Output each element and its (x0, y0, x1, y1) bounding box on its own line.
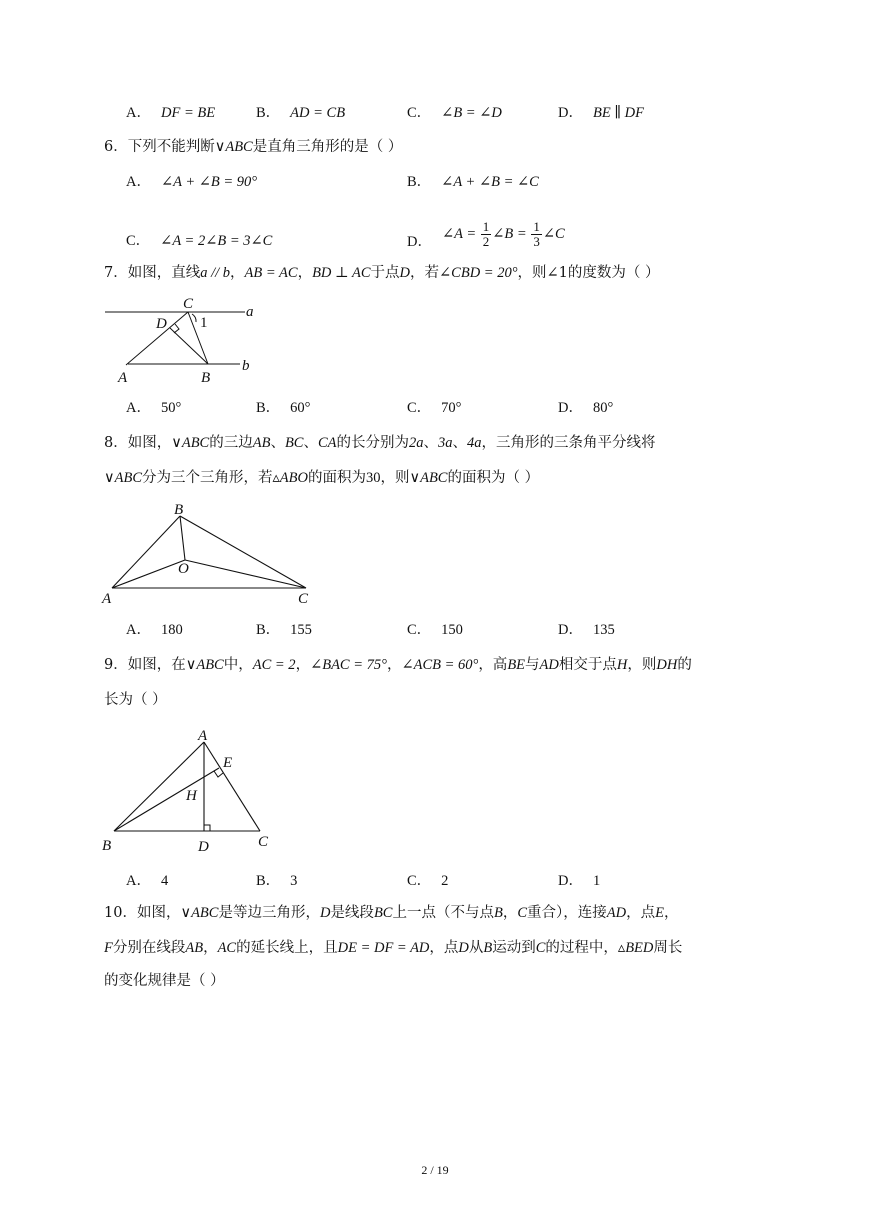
label-c: C (298, 591, 309, 607)
q8-stem-line2 (104, 468, 539, 488)
option-text: ∠B = ∠D (441, 105, 502, 121)
option-label: D． (558, 105, 583, 121)
option-label: A． (126, 622, 151, 638)
stem-text: 、 (423, 435, 439, 451)
denominator: 2 (482, 234, 490, 250)
option-text: 180 (160, 622, 183, 638)
angle-1-arc (192, 314, 196, 322)
numerator: 1 (533, 219, 540, 235)
q6-option-b (407, 172, 539, 192)
triangle-symbol: ∨ABC (409, 470, 448, 486)
math: BD ⊥ AC (312, 265, 371, 281)
segment-bc (180, 516, 306, 588)
option-text: 135 (592, 622, 615, 638)
option-text: 4 (160, 873, 169, 889)
option-text: 155 (290, 622, 312, 638)
q9-stem-line1 (104, 655, 692, 675)
stem-text: ，若 (410, 265, 440, 281)
stem-text: ，三角形的三条角平分线将 (481, 435, 656, 451)
label-d: D (156, 316, 167, 332)
stem-text: 长为（ ） (104, 692, 167, 708)
stem-text: 、 (270, 435, 285, 451)
stem-text: 于点 (370, 265, 400, 281)
segment-ab (114, 742, 204, 831)
right-angle-mark-d (204, 825, 210, 831)
fraction-one-half (481, 220, 492, 249)
stem-text: 9．如图，在 (104, 657, 186, 673)
q9-figure (98, 720, 288, 860)
math: AC (217, 940, 237, 956)
triangle-symbol: ∨ABC (171, 435, 210, 451)
option-label: C． (407, 622, 432, 638)
q9-stem-line2 (104, 690, 167, 710)
stem-text: 的长分别为 (336, 435, 410, 451)
stem-text: ， (203, 940, 218, 956)
option-text: BE ∥ DF (592, 105, 644, 121)
stem-text: ， (386, 657, 402, 673)
q8-option-c (407, 620, 463, 640)
segment-ao (112, 560, 185, 588)
stem-text: 上一点（不与点 (392, 905, 494, 921)
math: AB (252, 435, 271, 451)
math: ▵ABO (272, 470, 308, 486)
stem-text: ， (663, 905, 679, 921)
q6-option-c (126, 231, 272, 251)
formula-part: ∠B = (492, 226, 531, 242)
stem-text: ， (230, 265, 245, 281)
q9-option-a (126, 871, 168, 891)
stem-text: 的面积为（ ） (447, 470, 540, 486)
math: CA (317, 435, 337, 451)
option-text: ∠A = 2∠B = 3∠C (160, 233, 273, 249)
option-text (432, 219, 565, 250)
math: 3a (438, 435, 453, 451)
label-b: B (201, 370, 211, 386)
q9-option-d (558, 871, 600, 891)
option-text: DF = BE (160, 105, 216, 121)
math: ▵BED (617, 940, 654, 956)
math: ∠CBD = 20° (439, 265, 518, 281)
stem-text: 分别在线段 (112, 940, 186, 956)
math: AD (606, 905, 627, 921)
math: AD (539, 657, 559, 673)
stem-text: 的延长线上，且 (236, 940, 338, 956)
q7-figure (100, 294, 270, 389)
math: AC = 2 (252, 657, 296, 673)
stem-text: 与 (525, 657, 540, 673)
option-text: AD = CB (290, 105, 346, 121)
formula-part: ∠C (542, 226, 565, 242)
option-label: B． (256, 105, 281, 121)
q8-option-b (256, 620, 312, 640)
option-label: D． (558, 400, 583, 416)
option-label: C． (407, 873, 432, 889)
stem-text: 8．如图， (104, 435, 172, 451)
stem-text: 是直角三角形的是（ ） (252, 139, 403, 155)
option-label: C． (407, 105, 432, 121)
q7-stem (104, 263, 660, 283)
stem-text: 的面积为 (307, 470, 366, 486)
math: F (104, 940, 113, 956)
label-c: C (183, 296, 194, 312)
q7-option-c (407, 398, 461, 418)
stem-text: 中， (223, 657, 253, 673)
math: BC (373, 905, 393, 921)
math: BE (507, 657, 526, 673)
q9-option-b (256, 871, 297, 891)
label-b: B (102, 838, 112, 854)
q10-stem-line2 (104, 938, 682, 958)
label-a: A (102, 591, 112, 607)
label-o: O (178, 561, 189, 577)
label-a: A (198, 728, 208, 744)
right-angle-mark (174, 324, 179, 333)
option-label: C． (126, 233, 151, 249)
segment-ab (112, 516, 180, 588)
stem-text: 从 (468, 940, 484, 956)
math: D (319, 905, 331, 921)
q5-option-d (558, 103, 644, 123)
math: ∠ACB = 60° (401, 657, 479, 673)
math: H (616, 657, 628, 673)
math: 4a (467, 435, 482, 451)
q6-option-a (126, 172, 257, 192)
math: D (399, 265, 411, 281)
stem-text: 的 (677, 657, 692, 673)
math: B (483, 940, 493, 956)
segment-bo (180, 516, 185, 560)
label-h: H (186, 788, 197, 804)
stem-text: 重合），连接 (527, 905, 607, 921)
option-label: B． (256, 622, 281, 638)
triangle-symbol: ∨ABC (214, 139, 253, 155)
math: C (535, 940, 546, 956)
math: E (655, 905, 664, 921)
q5-option-c (407, 103, 502, 123)
stem-text: 相交于点 (558, 657, 617, 673)
stem-text: ，点 (626, 905, 656, 921)
option-label: B． (256, 873, 281, 889)
stem-text: ，高 (478, 657, 508, 673)
q8-stem-line1 (104, 433, 656, 453)
stem-text: ， (295, 657, 311, 673)
label-a-line: a (246, 304, 254, 320)
page-number: 2 / 19 (421, 1163, 449, 1177)
stem-text: ，则 (627, 657, 657, 673)
q6-stem (104, 137, 402, 157)
stem-text: 的过程中， (545, 940, 618, 956)
stem-text: 7．如图，直线 (104, 265, 201, 281)
stem-text: ， (297, 265, 313, 281)
right-angle-mark-e (214, 771, 223, 777)
q6-option-d (407, 214, 565, 262)
altitude-be (114, 768, 219, 831)
option-text: 150 (441, 622, 463, 638)
numerator: 1 (482, 219, 490, 235)
option-label: D． (558, 622, 583, 638)
math: 30 (365, 470, 381, 486)
option-label: B． (256, 400, 281, 416)
stem-text: ，点 (429, 940, 459, 956)
math: ∠BAC = 75° (310, 657, 387, 673)
q7-option-a (126, 398, 181, 418)
stem-text: 分为三个三角形，若 (142, 470, 273, 486)
stem-text: 10．如图， (104, 905, 181, 921)
option-text: 2 (441, 873, 449, 889)
label-1: 1 (200, 315, 208, 331)
triangle-symbol: ∨ABC (185, 657, 224, 673)
math: BC (284, 435, 304, 451)
q10-stem-line1 (104, 903, 678, 923)
math: C (517, 905, 527, 921)
fraction-one-third (531, 220, 542, 249)
stem-text: 运动到 (492, 940, 536, 956)
label-b-line: b (242, 358, 250, 374)
option-label: A． (126, 400, 151, 416)
option-text: 60° (290, 400, 311, 416)
stem-text: 是线段 (330, 905, 374, 921)
stem-text: ， (502, 905, 518, 921)
stem-text: 是等边三角形， (218, 905, 320, 921)
math: a // b (200, 265, 231, 281)
option-text: 50° (160, 400, 182, 416)
stem-text: 的三边 (209, 435, 253, 451)
stem-text: 、 (303, 435, 318, 451)
option-text: 80° (592, 400, 614, 416)
triangle-symbol: ∨ABC (180, 905, 219, 921)
q5-option-a (126, 103, 215, 123)
q7-option-b (256, 398, 310, 418)
label-d: D (198, 839, 209, 855)
segment-bd (170, 328, 208, 364)
q5-option-b (256, 103, 345, 123)
denominator: 3 (533, 234, 540, 250)
math: D (458, 940, 469, 956)
option-text: 3 (290, 873, 298, 889)
q8-option-d (558, 620, 615, 640)
option-label: C． (407, 400, 432, 416)
math: AB (185, 940, 204, 956)
stem-text: ，则 (380, 470, 410, 486)
segment-co (185, 560, 306, 588)
option-text: ∠A + ∠B = 90° (160, 174, 258, 190)
label-a: A (118, 370, 128, 386)
q9-option-c (407, 871, 448, 891)
option-label: A． (126, 105, 151, 121)
option-label: A． (126, 174, 151, 190)
option-label: D． (558, 873, 583, 889)
stem-text: 、 (452, 435, 468, 451)
stem-text: ，则∠1的度数为（ ） (517, 265, 660, 281)
option-text: 1 (592, 873, 601, 889)
stem-text: 周长 (653, 940, 683, 956)
option-text: 70° (441, 400, 462, 416)
stem-text: 的变化规律是（ ） (104, 973, 225, 989)
q7-option-d (558, 398, 613, 418)
q8-option-a (126, 620, 183, 640)
label-c: C (258, 834, 269, 850)
option-label: A． (126, 873, 151, 889)
q10-stem-line3 (104, 971, 225, 991)
math: DH (656, 657, 678, 673)
math: B (493, 905, 503, 921)
option-text: ∠A + ∠B = ∠C (441, 174, 539, 190)
formula-part: ∠A = (441, 226, 480, 242)
option-label: D． (407, 234, 432, 250)
math: DE = DF = AD (337, 940, 430, 956)
stem-text: 6．下列不能判断 (104, 139, 215, 155)
label-e: E (223, 755, 233, 771)
math: AB = AC (244, 265, 298, 281)
label-b: B (174, 502, 184, 518)
q8-figure (98, 498, 328, 610)
math: 2a (409, 435, 424, 451)
triangle-symbol: ∨ABC (104, 470, 142, 486)
option-label: B． (407, 174, 432, 190)
